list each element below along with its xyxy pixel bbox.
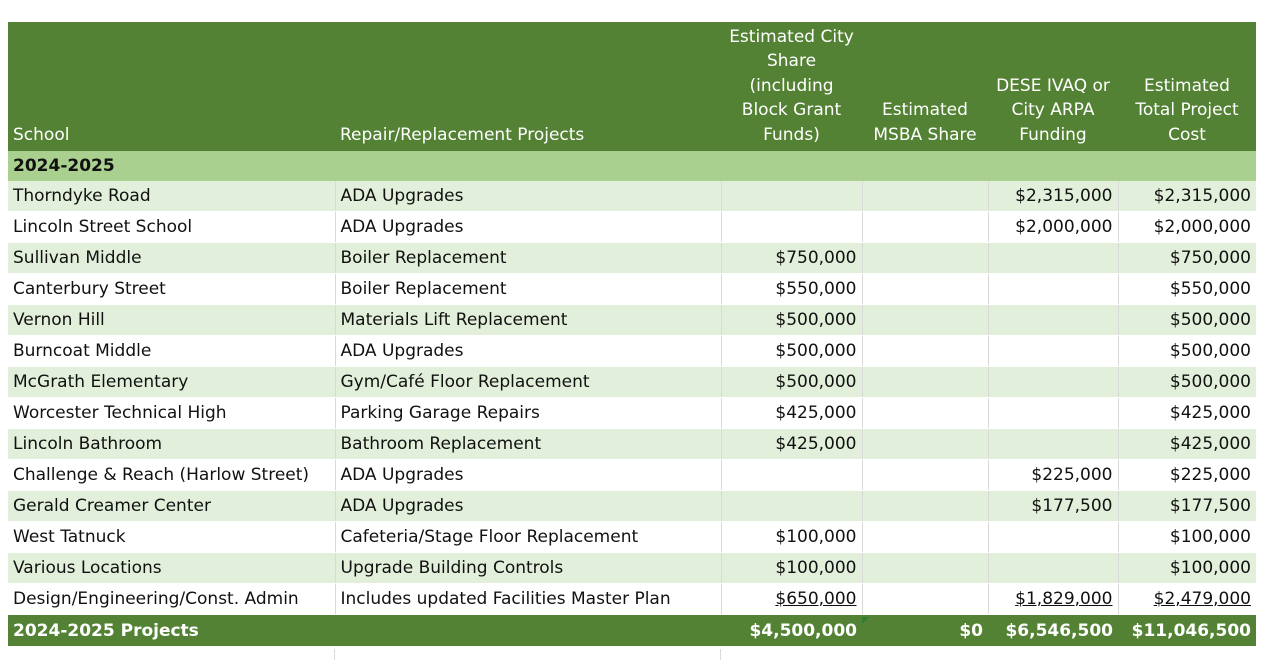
budget-spreadsheet: [8, 22, 1256, 646]
cell-total[interactable]: $425,000: [1118, 429, 1256, 460]
cell-total[interactable]: $500,000: [1118, 367, 1256, 398]
cell-project[interactable]: ADA Upgrades: [335, 212, 721, 243]
cell-dese[interactable]: [988, 553, 1118, 584]
cell-total[interactable]: $550,000: [1118, 274, 1256, 305]
cell-school[interactable]: West Tatnuck: [8, 522, 335, 553]
cell-project[interactable]: Gym/Café Floor Replacement: [335, 367, 721, 398]
cell-dese[interactable]: [988, 274, 1118, 305]
table-row: [8, 367, 1256, 398]
cell-msba[interactable]: [862, 212, 988, 243]
table-row: [8, 212, 1256, 243]
cell-city[interactable]: $550,000: [721, 274, 862, 305]
cell-city[interactable]: $100,000: [721, 553, 862, 584]
table-row: [8, 429, 1256, 460]
cell-school[interactable]: Challenge & Reach (Harlow Street): [8, 460, 335, 491]
cell-total[interactable]: $425,000: [1118, 398, 1256, 429]
header-city-share[interactable]: Estimated City Share (including Block Grant Funds): [721, 22, 862, 151]
cell-dese[interactable]: [988, 243, 1118, 274]
table-row: [8, 522, 1256, 553]
header-school[interactable]: School: [8, 22, 335, 151]
grid-continuation: [8, 649, 1256, 660]
cell-school[interactable]: Lincoln Bathroom: [8, 429, 335, 460]
cell-dese[interactable]: [988, 305, 1118, 336]
cell-total[interactable]: $2,315,000: [1118, 181, 1256, 212]
cell-msba[interactable]: [862, 243, 988, 274]
cell-msba[interactable]: [862, 491, 988, 522]
cell-dese[interactable]: $2,315,000: [988, 181, 1118, 212]
header-row: [8, 22, 1256, 151]
cell-dese[interactable]: [988, 336, 1118, 367]
cell-dese[interactable]: $177,500: [988, 491, 1118, 522]
cell-dese[interactable]: [988, 522, 1118, 553]
table-row: [8, 460, 1256, 491]
cell-total[interactable]: [1118, 584, 1256, 615]
cell-project[interactable]: Bathroom Replacement: [335, 429, 721, 460]
cell-total[interactable]: $2,000,000: [1118, 212, 1256, 243]
cell-school[interactable]: Gerald Creamer Center: [8, 491, 335, 522]
cell-school[interactable]: Lincoln Street School: [8, 212, 335, 243]
cell-project[interactable]: Cafeteria/Stage Floor Replacement: [335, 522, 721, 553]
underlined-value: $1,829,000: [1015, 589, 1113, 609]
cell-dese[interactable]: [988, 584, 1118, 615]
cell-project[interactable]: ADA Upgrades: [335, 181, 721, 212]
total-msba-share[interactable]: $0: [862, 615, 988, 647]
cell-city[interactable]: [721, 181, 862, 212]
cell-project[interactable]: ADA Upgrades: [335, 460, 721, 491]
cell-project[interactable]: Boiler Replacement: [335, 274, 721, 305]
cell-project[interactable]: Parking Garage Repairs: [335, 398, 721, 429]
cell-msba[interactable]: [862, 398, 988, 429]
cell-city[interactable]: $500,000: [721, 336, 862, 367]
cell-city[interactable]: $500,000: [721, 305, 862, 336]
cell-city[interactable]: $500,000: [721, 367, 862, 398]
total-row: [8, 615, 1256, 647]
cell-school[interactable]: Various Locations: [8, 553, 335, 584]
cell-city[interactable]: $100,000: [721, 522, 862, 553]
cell-school[interactable]: Sullivan Middle: [8, 243, 335, 274]
cell-msba[interactable]: [862, 336, 988, 367]
total-dese-funding[interactable]: $6,546,500: [988, 615, 1118, 647]
section-label[interactable]: 2024-2025: [8, 151, 335, 181]
header-dese-funding[interactable]: DESE IVAQ or City ARPA Funding: [988, 22, 1118, 151]
cell-project[interactable]: Boiler Replacement: [335, 243, 721, 274]
cell-project[interactable]: ADA Upgrades: [335, 491, 721, 522]
table-row: [8, 584, 1256, 615]
cell-msba[interactable]: [862, 553, 988, 584]
underlined-value: $2,479,000: [1153, 589, 1251, 609]
cell-city[interactable]: [721, 584, 862, 615]
cell-school[interactable]: Design/Engineering/Const. Admin: [8, 584, 335, 615]
cell-msba[interactable]: [862, 181, 988, 212]
cell-msba[interactable]: [862, 522, 988, 553]
table-row: [8, 243, 1256, 274]
capital-projects-table: [8, 22, 1256, 646]
cell-project[interactable]: Includes updated Facilities Master Plan: [335, 584, 721, 615]
total-city-share[interactable]: $4,500,000: [721, 615, 862, 647]
cell-msba[interactable]: [862, 460, 988, 491]
cell-school[interactable]: Thorndyke Road: [8, 181, 335, 212]
cell-school[interactable]: Worcester Technical High: [8, 398, 335, 429]
header-projects[interactable]: Repair/Replacement Projects: [335, 22, 721, 151]
cell-city[interactable]: [721, 212, 862, 243]
cell-dese[interactable]: $2,000,000: [988, 212, 1118, 243]
table-row: [8, 398, 1256, 429]
table-row: [8, 491, 1256, 522]
cell-msba[interactable]: [862, 274, 988, 305]
cell-dese[interactable]: [988, 429, 1118, 460]
table-row: [8, 336, 1256, 367]
cell-city[interactable]: [721, 460, 862, 491]
underlined-value: $650,000: [775, 589, 857, 609]
cell-school[interactable]: McGrath Elementary: [8, 367, 335, 398]
cell-total[interactable]: $500,000: [1118, 305, 1256, 336]
cell-msba[interactable]: [862, 584, 988, 615]
cell-msba[interactable]: [862, 429, 988, 460]
cell-city[interactable]: $425,000: [721, 429, 862, 460]
cell-city[interactable]: [721, 491, 862, 522]
cell-city[interactable]: $425,000: [721, 398, 862, 429]
cell-project[interactable]: Upgrade Building Controls: [335, 553, 721, 584]
cell-msba[interactable]: [862, 305, 988, 336]
cell-total[interactable]: $100,000: [1118, 522, 1256, 553]
cell-total[interactable]: $225,000: [1118, 460, 1256, 491]
cell-dese[interactable]: [988, 398, 1118, 429]
cell-total[interactable]: $100,000: [1118, 553, 1256, 584]
table-row: [8, 305, 1256, 336]
header-total-cost[interactable]: Estimated Total Project Cost: [1118, 22, 1256, 151]
cell-project[interactable]: Materials Lift Replacement: [335, 305, 721, 336]
cell-project[interactable]: ADA Upgrades: [335, 336, 721, 367]
cell-school[interactable]: Vernon Hill: [8, 305, 335, 336]
cell-dese[interactable]: $225,000: [988, 460, 1118, 491]
cell-total[interactable]: $500,000: [1118, 336, 1256, 367]
cell-comment-indicator: [862, 617, 869, 624]
cell-dese[interactable]: [988, 367, 1118, 398]
header-msba-share[interactable]: Estimated MSBA Share: [862, 22, 988, 151]
cell-school[interactable]: Canterbury Street: [8, 274, 335, 305]
cell-city[interactable]: $750,000: [721, 243, 862, 274]
table-row: [8, 181, 1256, 212]
cell-school[interactable]: Burncoat Middle: [8, 336, 335, 367]
cell-total[interactable]: $750,000: [1118, 243, 1256, 274]
cell-total[interactable]: $177,500: [1118, 491, 1256, 522]
table-row: [8, 553, 1256, 584]
section-row: [8, 151, 1256, 181]
table-row: [8, 274, 1256, 305]
total-label[interactable]: 2024-2025 Projects: [8, 615, 335, 647]
total-project-cost[interactable]: $11,046,500: [1118, 615, 1256, 647]
cell-msba[interactable]: [862, 367, 988, 398]
